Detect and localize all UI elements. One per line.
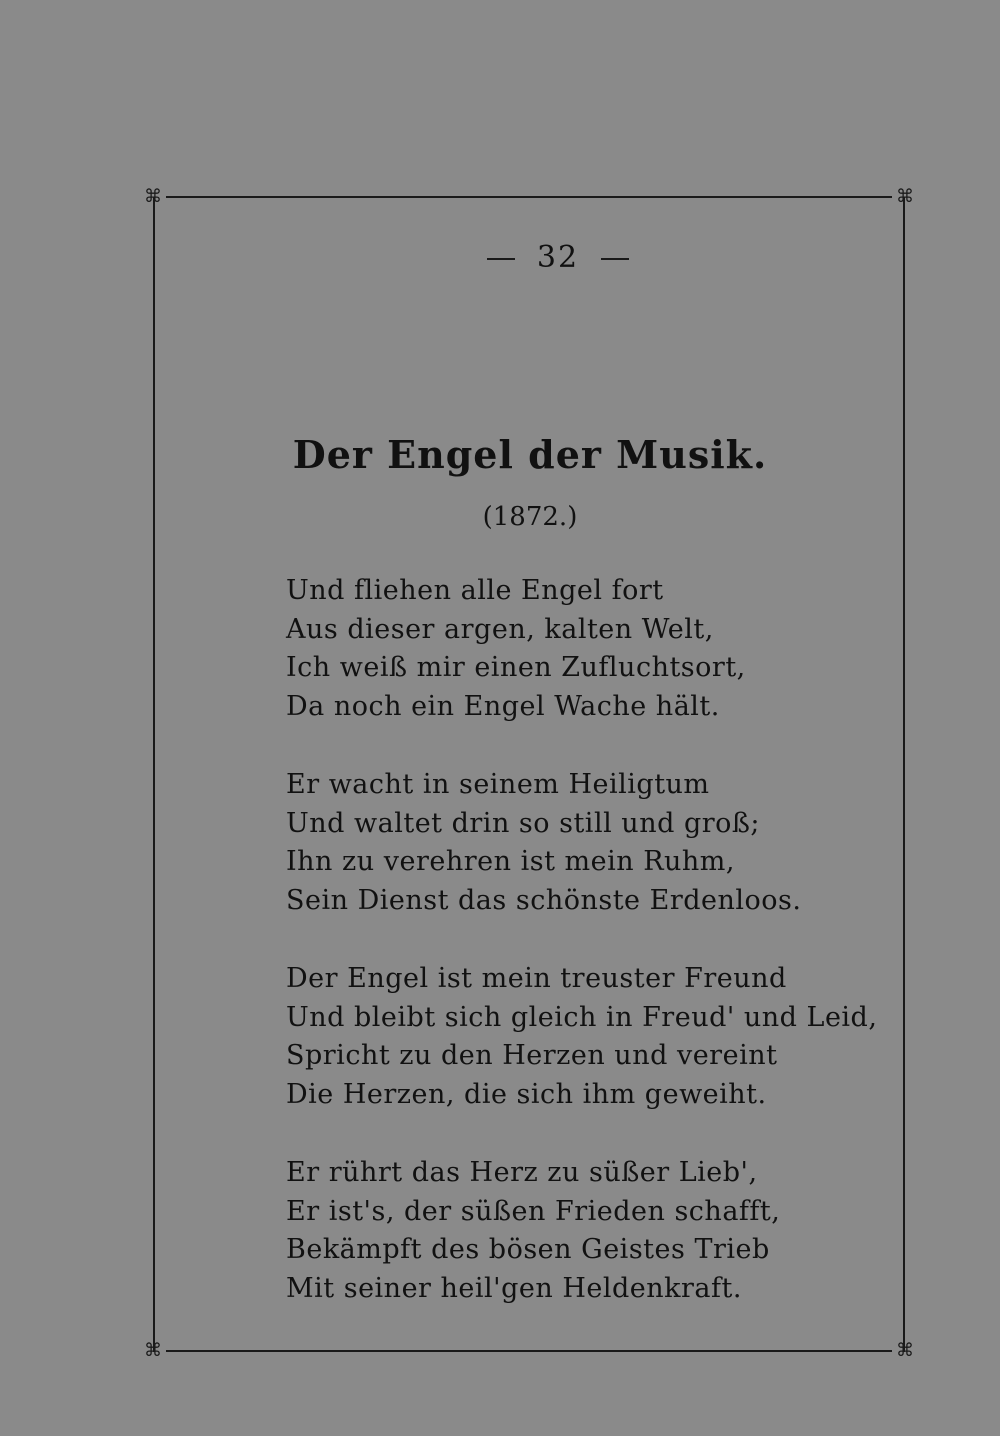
verse-line: Er wacht in seinem Heiligtum <box>286 769 710 800</box>
verse-line: Und fliehen alle Engel fort <box>286 575 664 606</box>
poem-year: (1872.) <box>482 502 578 532</box>
verse-line: Aus dieser argen, kalten Welt, <box>286 613 714 645</box>
verse-line: Die Herzen, die sich ihm geweiht. <box>286 1078 767 1110</box>
verse-line: Er rührt das Herz zu süßer Lieb', <box>286 1157 758 1188</box>
corner-ornament-icon: ⌘ <box>144 1340 162 1361</box>
verse-line: Spricht zu den Herzen und vereint <box>286 1040 778 1071</box>
corner-ornament-icon: ⌘ <box>896 186 914 207</box>
verse-line: Und bleibt sich gleich in Freud' und Leid, <box>286 1001 878 1033</box>
corner-ornament-icon: ⌘ <box>896 1340 914 1361</box>
stanza <box>286 1154 866 1308</box>
verse-line: Sein Dienst das schönste Erdenloos. <box>286 884 802 916</box>
border-bottom-rule <box>166 1350 892 1352</box>
stanza <box>286 960 878 1114</box>
verse-line: Ihn zu verehren ist mein Ruhm, <box>286 846 735 877</box>
dash-right <box>601 258 629 260</box>
page-number <box>58 240 1000 275</box>
stanza <box>286 766 866 920</box>
dash-left <box>487 258 515 260</box>
border-top-rule <box>166 196 892 198</box>
poem-title: Der Engel der Musik. <box>292 432 768 477</box>
verse-line: Er ist's, der süßen Frieden schafft, <box>286 1195 781 1227</box>
verse-line: Mit seiner heil'gen Heldenkraft. <box>286 1272 742 1304</box>
poem-body <box>286 572 878 1348</box>
verse-line: Und waltet drin so still und groß; <box>286 807 761 839</box>
verse-line: Der Engel ist mein treuster Freund <box>286 963 787 994</box>
corner-ornament-icon: ⌘ <box>144 186 162 207</box>
verse-line: Da noch ein Engel Wache hält. <box>286 690 720 722</box>
stanza <box>286 572 866 726</box>
verse-line: Ich weiß mir einen Zufluchtsort, <box>286 652 746 683</box>
page-number-value: 32 <box>536 240 580 275</box>
verse-line: Bekämpft des bösen Geistes Trieb <box>286 1234 770 1265</box>
